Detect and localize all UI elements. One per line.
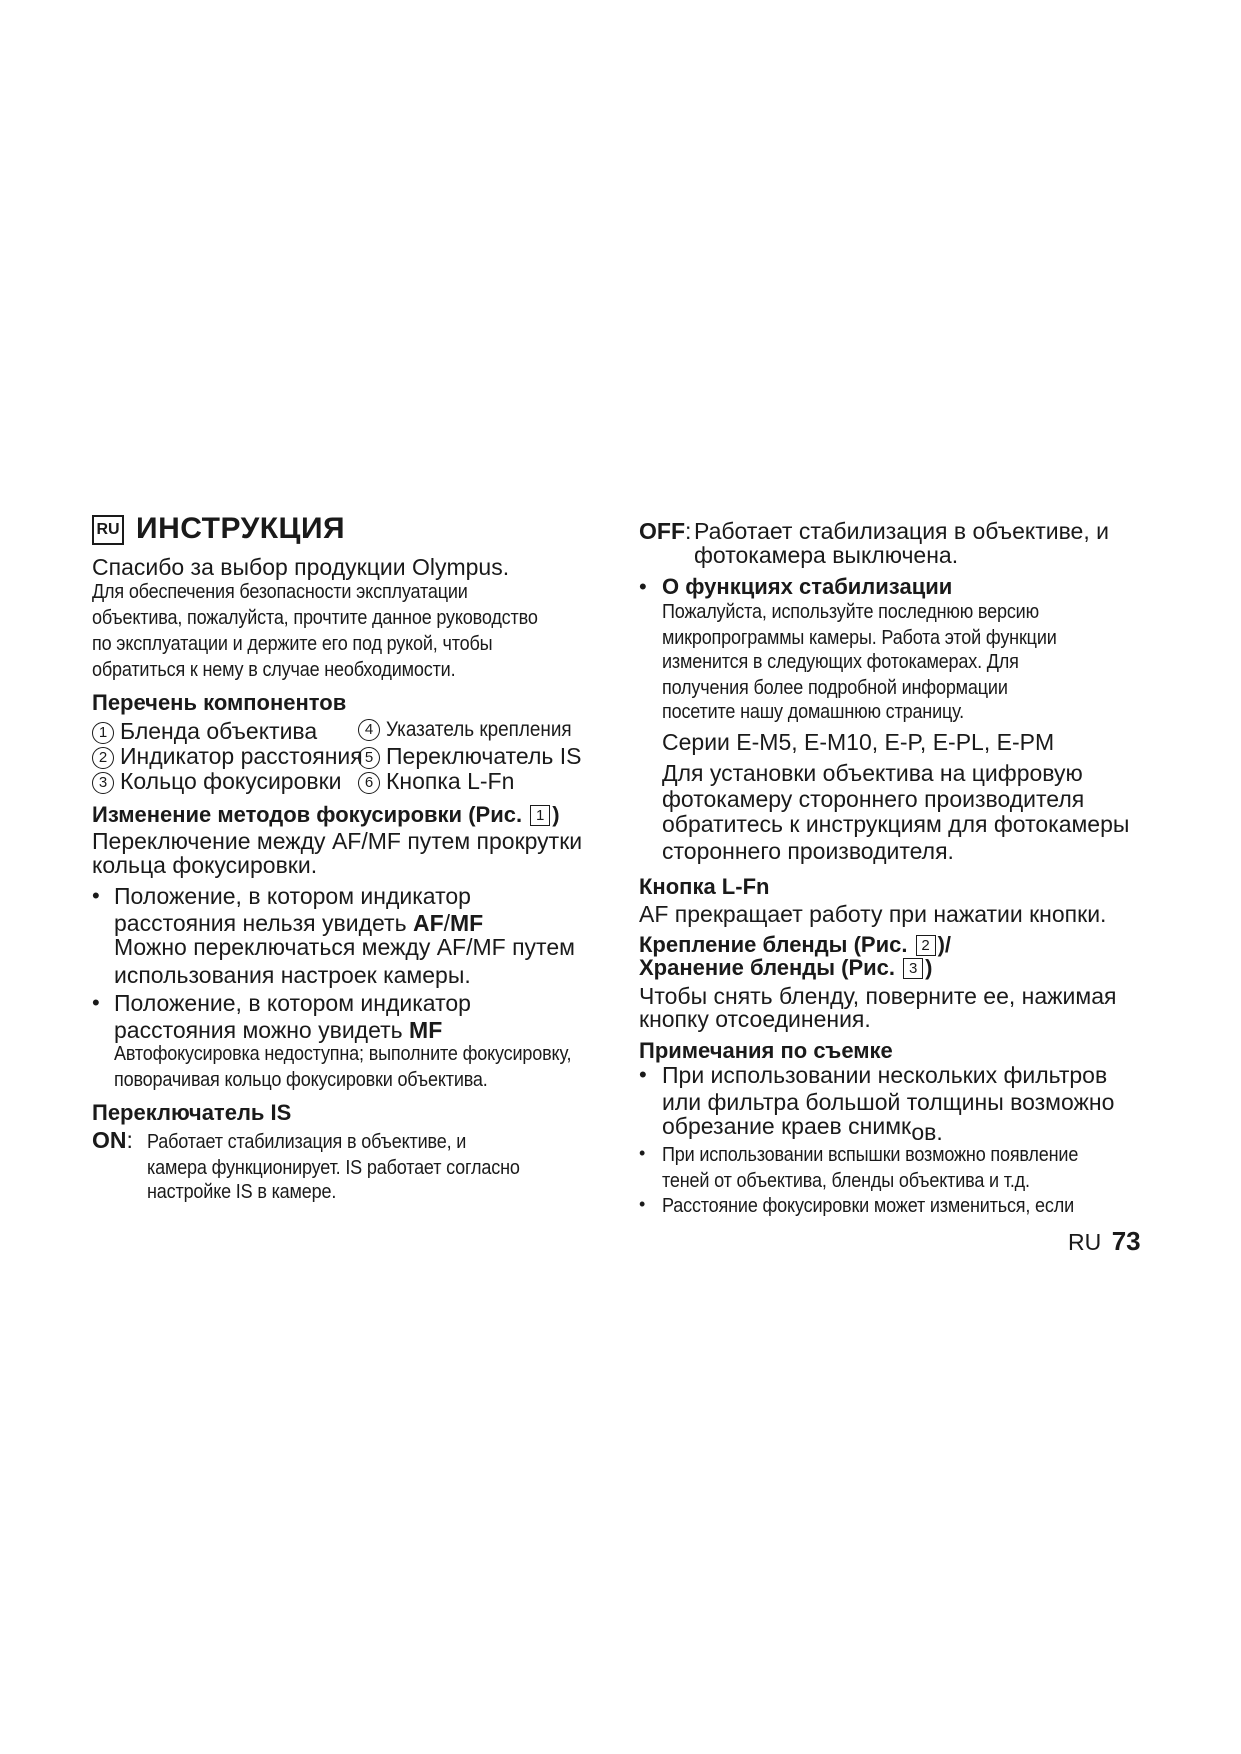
lfn-text: AF прекращает работу при нажатии кнопки. [639,901,1107,927]
stab-small-4: получения более подробной информации [662,676,1008,699]
hood-text-2: кнопку отсоединения. [639,1006,871,1032]
hood-h1-text: Крепление бленды (Рис. [639,932,908,957]
component-item [358,768,514,795]
focus-b1-text-2: использования настроек камеры. [114,962,471,988]
on-text-1: Работает стабилизация в объективе, и [147,1130,467,1153]
stab-third-4: стороннего производителя. [662,838,954,864]
mf-label: MF [450,910,484,936]
component-label: Кнопка L-Fn [386,768,515,794]
focus-b2-line1: Положение, в котором индикатор [114,990,471,1016]
stab-small-3: изменится в следующих фотокамерах. Для [662,650,1019,673]
component-item [358,718,592,742]
lfn-heading: Кнопка L-Fn [639,874,770,899]
figure-ref: 1 [530,805,550,826]
note1-line1: При использовании нескольких фильтров [662,1062,1108,1088]
on-text-2: камера функционирует. IS работает согласно [147,1156,520,1179]
note3-line1: Расстояние фокусировки может измениться, если [662,1194,1075,1217]
number-badge: 1 [92,722,114,744]
hood-text-1: Чтобы снять бленду, поверните ее, нажимая [639,983,1117,1009]
page-number: 73 [1111,1226,1141,1256]
stab-small-1: Пожалуйста, используйте последнюю версию [662,600,1039,623]
intro-line-3: по эксплуатации и держите его под рукой, чтобы [92,632,493,655]
component-item [92,768,342,795]
off-label [639,518,691,545]
focus-b1-line1: Положение, в котором индикатор [114,883,471,909]
components-heading: Перечень компонентов [92,690,347,715]
focus-heading-text: Изменение методов фокусировки (Рис. [92,802,523,827]
focus-desc-1: Переключение между AF/MF путем прокрутки [92,828,583,854]
slash: / [443,910,451,936]
number-badge: 6 [358,772,380,794]
hood-h2-text: Хранение бленды (Рис. [639,955,896,980]
focus-b1-line2-text: расстояния нельзя увидеть [114,910,413,936]
stab-small-5: посетите нашу домашнюю страницу. [662,700,965,723]
off-text-1: Работает стабилизация в объективе, и [694,518,1109,544]
component-label: Кольцо фокусировки [120,768,342,794]
note1-line3-text: обрезание краев снимк [662,1113,912,1139]
bullet-dot: • [639,1062,647,1087]
notes-heading: Примечания по съемке [639,1038,893,1063]
is-switch-heading: Переключатель IS [92,1100,292,1125]
intro-line-4: обратиться к нему в случае необходимости. [92,658,456,681]
intro-line-2: объектива, пожалуйста, прочтите данное руководство [92,606,538,629]
number-badge: 5 [358,747,380,769]
bullet-dot: • [92,883,100,908]
hood-h2-end: ) [925,955,933,980]
number-badge: 3 [92,772,114,794]
on-colon: : [126,1127,133,1153]
note2-line2: теней от объектива, бленды объектива и т.д. [662,1169,1030,1192]
off-label-text: OFF [639,518,685,544]
footer-lang: RU [1068,1229,1102,1255]
component-label: Указатель крепления [386,718,572,741]
hood-heading-2 [639,955,932,981]
note1-line3-sub: ов. [911,1119,943,1145]
component-label: Индикатор расстояния [120,743,363,769]
focus-b2-text-2: поворачивая кольцо фокусировки объектива. [114,1068,488,1091]
bullet-dot: • [639,1194,646,1214]
figure-ref: 2 [916,935,936,956]
focus-b2-line2-text: расстояния можно увидеть [114,1017,410,1043]
note2-line1: При использовании вспышки возможно появление [662,1143,1079,1166]
page-title: ИНСТРУКЦИЯ [136,512,346,545]
bullet-dot: • [92,990,100,1015]
af-label: AF [412,910,444,936]
on-label [92,1127,133,1154]
note1-line2: или фильтра большой толщины возможно [662,1089,1115,1115]
stab-third-1: Для установки объектива на цифровую [662,760,1083,786]
focus-b2-line2 [114,1017,442,1044]
figure-ref: 3 [903,958,923,979]
stab-small-2: микропрограммы камеры. Работа этой функции [662,626,1057,649]
on-text-3: настройке IS в камере. [147,1180,337,1203]
intro-lead: Спасибо за выбор продукции Olympus. [92,554,510,580]
on-label-text: ON [92,1127,127,1153]
intro-line-1: Для обеспечения безопасности эксплуатации [92,580,468,603]
component-item [92,743,363,770]
focus-heading-end: ) [552,802,560,827]
component-label: Переключатель IS [386,743,582,769]
number-badge: 4 [358,719,380,741]
component-label: Бленда объектива [120,718,318,744]
page-title-row [92,512,345,546]
stab-series: Серии E-M5, E-M10, E-P, E-PL, E-PM [662,729,1055,755]
focus-desc-2: кольца фокусировки. [92,852,318,878]
component-item [92,718,317,745]
stab-heading: О функциях стабилизации [662,574,953,599]
page-footer [1068,1226,1141,1257]
bullet-dot: • [639,574,647,599]
stab-third-2: фотокамеру стороннего производителя [662,786,1085,812]
lang-badge: RU [92,515,124,545]
note1-line3 [662,1113,943,1145]
focus-heading [92,802,560,828]
number-badge: 2 [92,747,114,769]
mf-label: MF [409,1017,443,1043]
focus-b1-line2 [114,910,483,937]
stab-third-3: обратитесь к инструкциям для фотокамеры [662,811,1130,837]
focus-b2-text-1: Автофокусировка недоступна; выполните фокусировку, [114,1042,572,1065]
off-colon: : [685,518,692,544]
hood-h1-end: )/ [937,932,952,957]
component-item [358,743,582,770]
off-text-2: фотокамера выключена. [694,542,959,568]
focus-b1-text-1: Можно переключаться между AF/MF путем [114,934,575,960]
bullet-dot: • [639,1143,646,1163]
